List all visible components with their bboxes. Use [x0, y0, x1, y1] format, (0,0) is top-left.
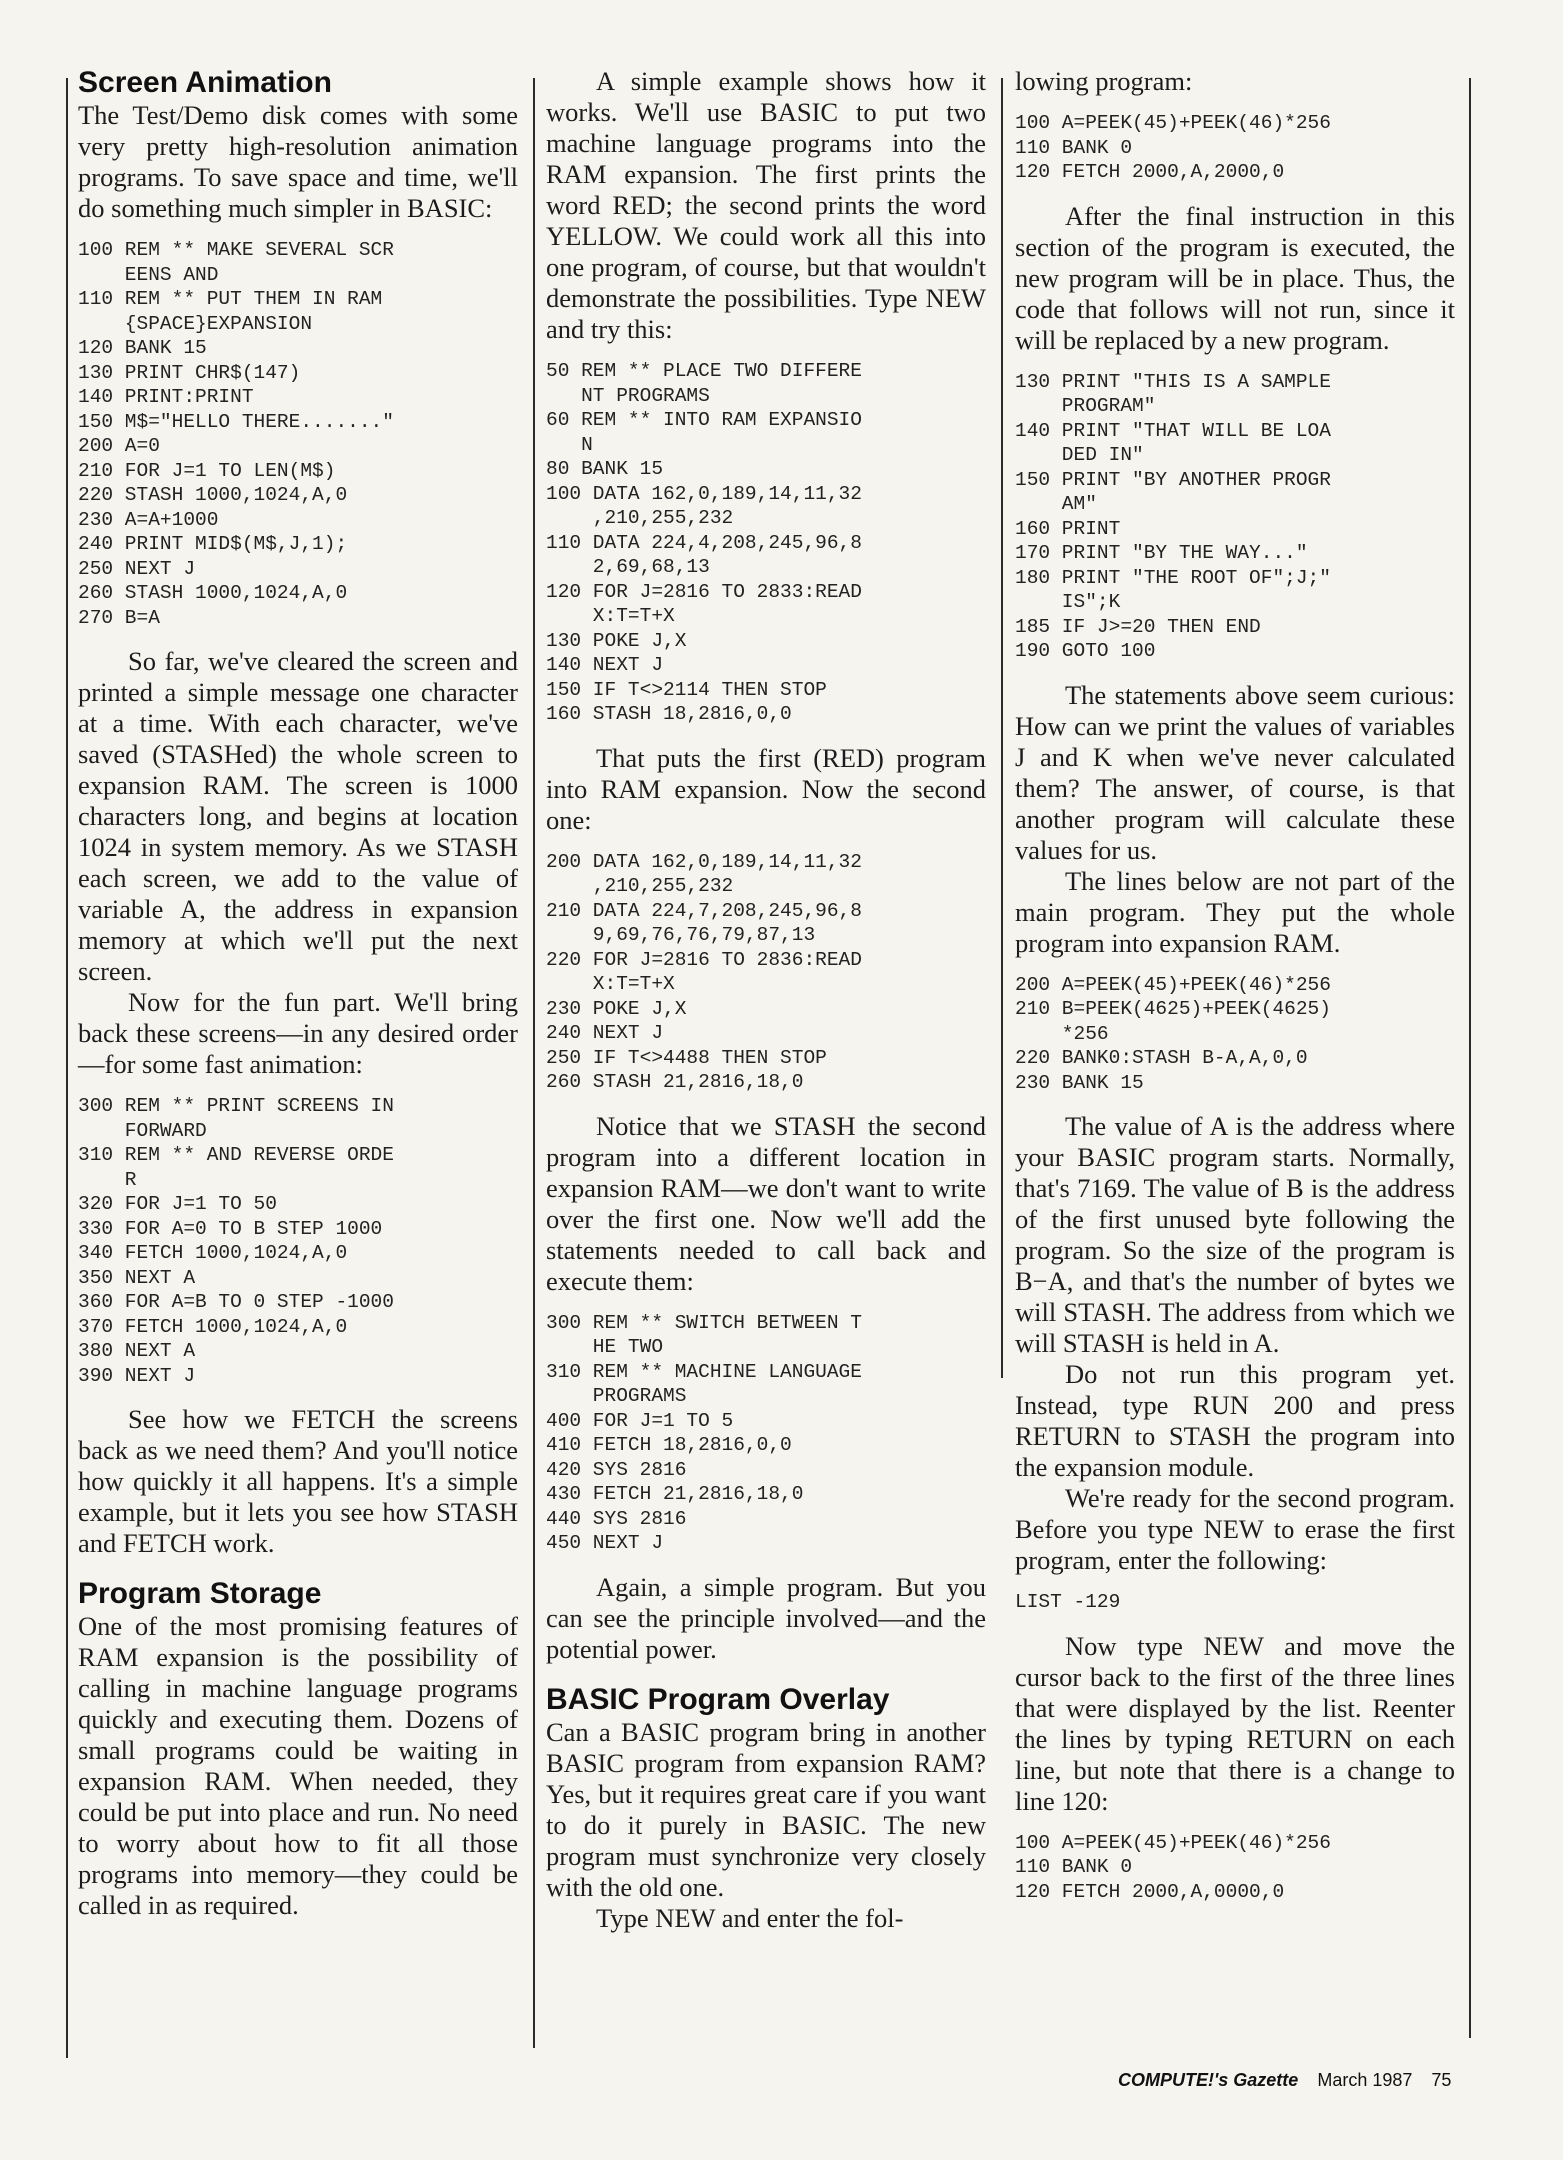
paragraph: Again, a simple program. But you can see the principle involved—and the potential power.	[546, 1571, 986, 1664]
paragraph: That puts the first (RED) program into RAM expansion. Now the second one:	[546, 742, 986, 835]
heading-screen-animation: Screen Animation	[78, 66, 332, 99]
code-listing: 50 REM ** PLACE TWO DIFFERE NT PROGRAMS 60 REM ** INTO RAM EXPANSIO N 80 BANK 15 100 DATA 162,0,189,14,11,32 ,210,255,232 110 DATA 224,4,208,245,96,8 2,69,68,13 120 FOR J=2816 TO 2833:READ X:T=T+X 130 POKE J,X 140 NEXT J 150 IF T<>2114 THEN STOP 160 STASH 18,2816,0,0	[546, 360, 862, 725]
column-rule-middle-right	[1001, 78, 1003, 1378]
code-listing: 100 A=PEEK(45)+PEEK(46)*256 110 BANK 0 120 FETCH 2000,A,2000,0	[1015, 112, 1331, 183]
paragraph: lowing program:	[1015, 66, 1193, 96]
paragraph: We're ready for the second program. Before you type NEW to erase the first program, enter the following:	[1015, 1483, 1455, 1575]
footer-magazine: COMPUTE!'s Gazette	[1118, 2070, 1299, 2090]
code-listing: 100 REM ** MAKE SEVERAL SCR EENS AND 110 REM ** PUT THEM IN RAM {SPACE}EXPANSION 120 BANK 15 130 PRINT CHR$(147) 140 PRINT:PRINT 150 M$="HELLO THERE......." 200 A=0 210 FOR J=1 TO LEN(M$) 220 STASH 1000,1024,A,0 230 A=A+1000 240 PRINT MID$(M$,J,1); 250 NEXT J 260 STASH 1000,1024,A,0 270 B=A	[78, 239, 394, 629]
column-rule-left	[66, 78, 68, 2058]
paragraph: A simple example shows how it works. We'll use BASIC to put two machine language programs into the RAM expansion. The first prints the word RED; the second prints the word YELLOW. We could work all this into one program, of course, but that wouldn't demonstrate the possibilities. Type NEW and try this:	[546, 66, 986, 344]
column-rule-middle-left	[533, 78, 535, 2048]
paragraph: So far, we've cleared the screen and printed a simple message one character at a time. With each character, we've saved (STASHed) the whole screen to expansion RAM. The screen is 1000 characters long, and begins at location 1024 in system memory. As we STASH each screen, we add to the value of variable A, the address in expansion memory at which we'll put the next screen.	[78, 646, 518, 986]
column-3	[1015, 66, 1455, 1920]
paragraph: After the final instruction in this section of the program is executed, the new program will be in place. Thus, the code that follows will not run, since it will be replaced by a new program.	[1015, 200, 1455, 355]
column-rule-right	[1469, 78, 1471, 2038]
code-listing: 300 REM ** SWITCH BETWEEN T HE TWO 310 REM ** MACHINE LANGUAGE PROGRAMS 400 FOR J=1 TO 5 410 FETCH 18,2816,0,0 420 SYS 2816 430 FETCH 21,2816,18,0 440 SYS 2816 450 NEXT J	[546, 1311, 862, 1554]
code-listing: 300 REM ** PRINT SCREENS IN FORWARD 310 REM ** AND REVERSE ORDE R 320 FOR J=1 TO 50 330 FOR A=0 TO B STEP 1000 340 FETCH 1000,1024,A,0 350 NEXT A 360 FOR A=B TO 0 STEP -1000 370 FETCH 1000,1024,A,0 380 NEXT A 390 NEXT J	[78, 1095, 394, 1387]
footer-page-number: 75	[1431, 2070, 1452, 2090]
code-listing: 130 PRINT "THIS IS A SAMPLE PROGRAM" 140 PRINT "THAT WILL BE LOA DED IN" 150 PRINT "BY ANOTHER PROGR AM" 160 PRINT 170 PRINT "BY THE WAY..." 180 PRINT "THE ROOT OF";J;" IS";K 185 IF J>=20 THEN END 190 GOTO 100	[1015, 370, 1331, 662]
paragraph: Do not run this program yet. Instead, type RUN 200 and press RETURN to STASH the program into the expansion module.	[1015, 1359, 1455, 1482]
paragraph: The lines below are not part of the main program. They put the whole program into expansion RAM.	[1015, 865, 1455, 958]
code-listing: LIST -129	[1015, 1591, 1121, 1613]
column-2	[546, 66, 986, 1934]
heading-program-storage: Program Storage	[78, 1577, 322, 1610]
paragraph: Now for the fun part. We'll bring back these screens—in any desired order—for some fast animation:	[78, 987, 518, 1079]
heading-basic-program-overlay: BASIC Program Overlay	[546, 1682, 890, 1716]
code-listing: 200 DATA 162,0,189,14,11,32 ,210,255,232 210 DATA 224,7,208,245,96,8 9,69,76,76,79,87,13 220 FOR J=2816 TO 2836:READ X:T=T+X 230 POKE J,X 240 NEXT J 250 IF T<>4488 THEN STOP 260 STASH 21,2816,18,0	[546, 850, 862, 1093]
column-1	[78, 66, 518, 1921]
page-footer	[1118, 2070, 1465, 2091]
paragraph: The value of A is the address where your BASIC program starts. Normally, that's 7169. The value of B is the address of the first unused byte following the program. So the size of the program is B−A, and that's the number of bytes we will STASH. The address from which we will STASH is held in A.	[1015, 1111, 1455, 1358]
paragraph: The Test/Demo disk comes with some very pretty high-resolution animation programs. To save space and time, we'll do something much simpler in BASIC:	[78, 100, 518, 223]
paragraph: One of the most promising features of RAM expansion is the possibility of calling in machine language programs quickly and executing them. Dozens of small programs could be waiting in expansion RAM. When needed, they could be put into place and run. No need to worry about how to fit all those programs into memory—they could be called in as required.	[78, 1611, 518, 1920]
paragraph: The statements above seem curious: How can we print the values of variables J and K when we've never calculated them? The answer, of course, is that another program will calculate these values for us.	[1015, 679, 1455, 865]
paragraph: Can a BASIC program bring in another BASIC program from expansion RAM? Yes, but it requires great care if you want to do it purely in BASIC. The new program must synchronize very closely with the old one.	[546, 1716, 986, 1902]
paragraph: Type NEW and enter the fol-	[596, 1902, 904, 1933]
code-listing: 200 A=PEEK(45)+PEEK(46)*256 210 B=PEEK(4625)+PEEK(4625) *256 220 BANK0:STASH B-A,A,0,0 230 BANK 15	[1015, 973, 1331, 1094]
code-listing: 100 A=PEEK(45)+PEEK(46)*256 110 BANK 0 120 FETCH 2000,A,0000,0	[1015, 1831, 1331, 1903]
paragraph: See how we FETCH the screens back as we need them? And you'll notice how quickly it all happens. It's a simple example, but it lets you see how STASH and FETCH work.	[78, 1404, 518, 1558]
paragraph: Notice that we STASH the second program into a different location in expansion RAM—we don't want to write over the first one. Now we'll add the statements needed to call back and execute them:	[546, 1110, 986, 1296]
paragraph: Now type NEW and move the cursor back to the first of the three lines that were displayed by the list. Reenter the lines by typing RETURN on each line, but note that there is a change to line 120:	[1015, 1630, 1455, 1816]
footer-date: March 1987	[1317, 2070, 1413, 2090]
